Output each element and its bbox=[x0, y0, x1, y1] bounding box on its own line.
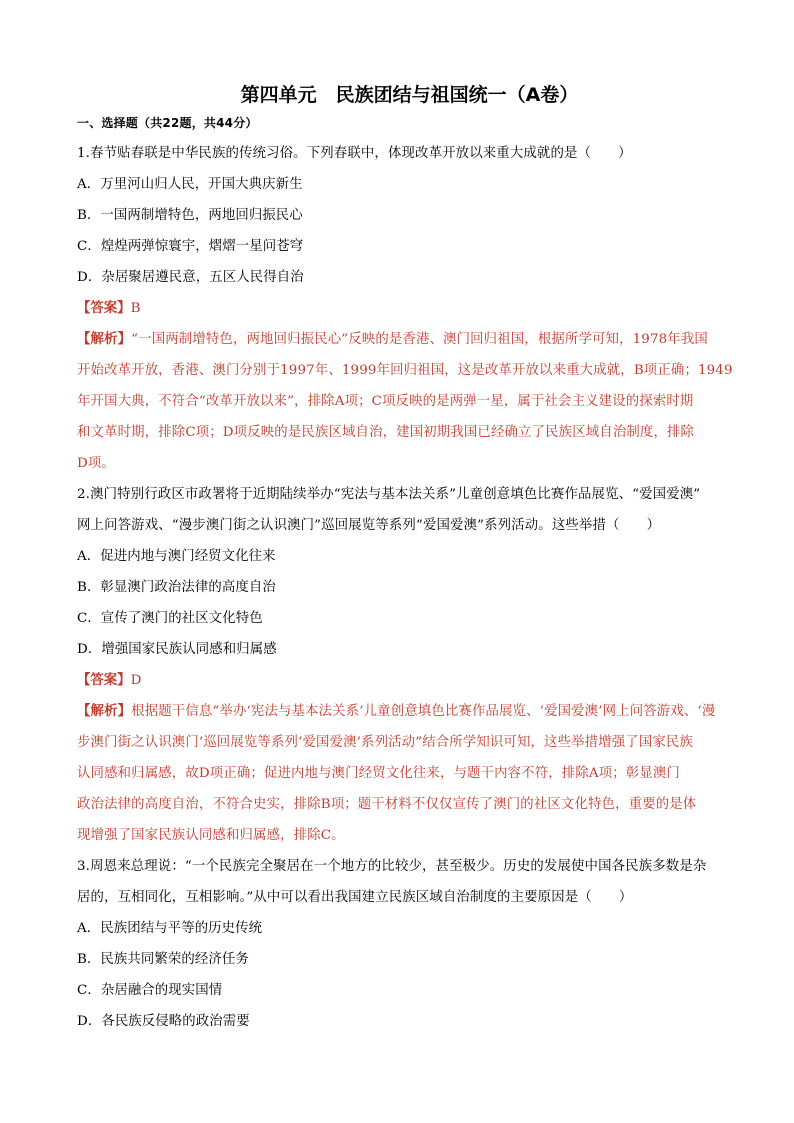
question-3-option-d: D．各民族反侵略的政治需要 bbox=[77, 1014, 250, 1029]
analysis-tag: 【解析】 bbox=[77, 331, 132, 347]
question-3-stem-line: 居的，互相同化，互相影响。”从中可以看出我国建立民族区域自治制度的主要原因是（ ） bbox=[77, 890, 633, 905]
question-1-option-c: C．煌煌两弹惊寰宇，熠熠一星问苍穹 bbox=[77, 239, 304, 254]
question-2-analysis bbox=[77, 696, 728, 851]
analysis-line: 现增强了国家民族认同感和归属感，排除C。 bbox=[77, 828, 345, 843]
document-title: 第四单元 民族团结与祖国统一（A卷） bbox=[240, 84, 579, 106]
question-2 bbox=[77, 479, 728, 851]
question-3 bbox=[77, 851, 728, 1037]
question-3-stem-line: 3.周恩来总理说：“一个民族完全聚居在一个地方的比较少，甚至极少。历史的发展使中国各民族多数是杂 bbox=[77, 859, 707, 874]
answer-value: D bbox=[130, 673, 142, 688]
analysis-tag: 【解析】 bbox=[77, 703, 132, 719]
question-2-option-b: B．彰显澳门政治法律的高度自治 bbox=[77, 580, 276, 595]
question-2-stem-line: 2.澳门特别行政区市政署将于近期陆续举办“宪法与基本法关系”儿童创意填色比赛作品展览、“爱国爱澳” bbox=[77, 487, 701, 502]
analysis-line: 和文革时期，排除C项；D项反映的是民族区域自治，建国初期我国已经确立了民族区域自治制度，排除 bbox=[77, 425, 695, 440]
question-2-stem-line: 网上问答游戏、“漫步澳门街之认识澳门”巡回展览等系列“爱国爱澳”系列活动。这些举措（ ） bbox=[77, 518, 661, 533]
question-3-option-a: A．民族团结与平等的历史传统 bbox=[77, 921, 263, 936]
analysis-line: 开始改革开放，香港、澳门分别于1997年、1999年回归祖国，这是改革开放以来重大成就，B项正确；1949 bbox=[77, 363, 733, 378]
answer-tag: 【答案】 bbox=[77, 300, 131, 316]
question-3-option-b: B．民族共同繁荣的经济任务 bbox=[77, 952, 249, 967]
answer-tag: 【答案】 bbox=[77, 672, 131, 688]
question-1-option-d: D．杂居聚居遵民意，五区人民得自治 bbox=[77, 270, 304, 285]
question-2-answer bbox=[77, 665, 728, 696]
question-1-option-a: A．万里河山归人民，开国大典庆新生 bbox=[77, 177, 303, 192]
analysis-line: 年开国大典，不符合“改革开放以来”，排除A项；C项反映的是两弹一星，属于社会主义建设的探索时期 bbox=[77, 394, 694, 409]
question-2-option-c: C．宣传了澳门的社区文化特色 bbox=[77, 611, 263, 626]
question-2-option-d: D．增强国家民族认同感和归属感 bbox=[77, 642, 277, 657]
analysis-line: 步澳门街之认识澳门’巡回展览等系列‘爱国爱澳’系列活动”结合所学知识可知，这些举措增强了国家民族 bbox=[77, 735, 693, 750]
analysis-line: D项。 bbox=[77, 456, 115, 471]
analysis-line bbox=[77, 324, 728, 355]
analysis-line: 认同感和归属感，故D项正确；促进内地与澳门经贸文化往来，与题干内容不符，排除A项；彰显澳门 bbox=[77, 766, 680, 781]
analysis-line bbox=[77, 696, 728, 727]
question-1 bbox=[77, 138, 733, 479]
question-2-option-a: A．促进内地与澳门经贸文化往来 bbox=[77, 549, 276, 564]
answer-value: B bbox=[130, 301, 141, 316]
question-1-answer bbox=[77, 293, 728, 324]
question-3-option-c: C．杂居融合的现实国情 bbox=[77, 983, 223, 998]
analysis-text: 根据题干信息“举办‘宪法与基本法关系’儿童创意填色比赛作品展览、‘爱国爱澳’网上问答游戏、‘漫 bbox=[131, 704, 716, 719]
question-1-stem: 1.春节贴春联是中华民族的传统习俗。下列春联中，体现改革开放以来重大成就的是（ ） bbox=[77, 146, 632, 161]
question-1-option-b: B．一国两制增特色，两地回归振民心 bbox=[77, 208, 303, 223]
analysis-text: “一国两制增特色，两地回归振民心”反映的是香港、澳门回归祖国，根据所学可知，1978年我国 bbox=[131, 332, 708, 347]
section-heading: 一、选择题（共22题，共44分） bbox=[77, 116, 258, 130]
analysis-line: 政治法律的高度自治，不符合史实，排除B项；题干材料不仅仅宣传了澳门的社区文化特色，重要的是体 bbox=[77, 797, 697, 812]
question-1-analysis bbox=[77, 324, 733, 479]
